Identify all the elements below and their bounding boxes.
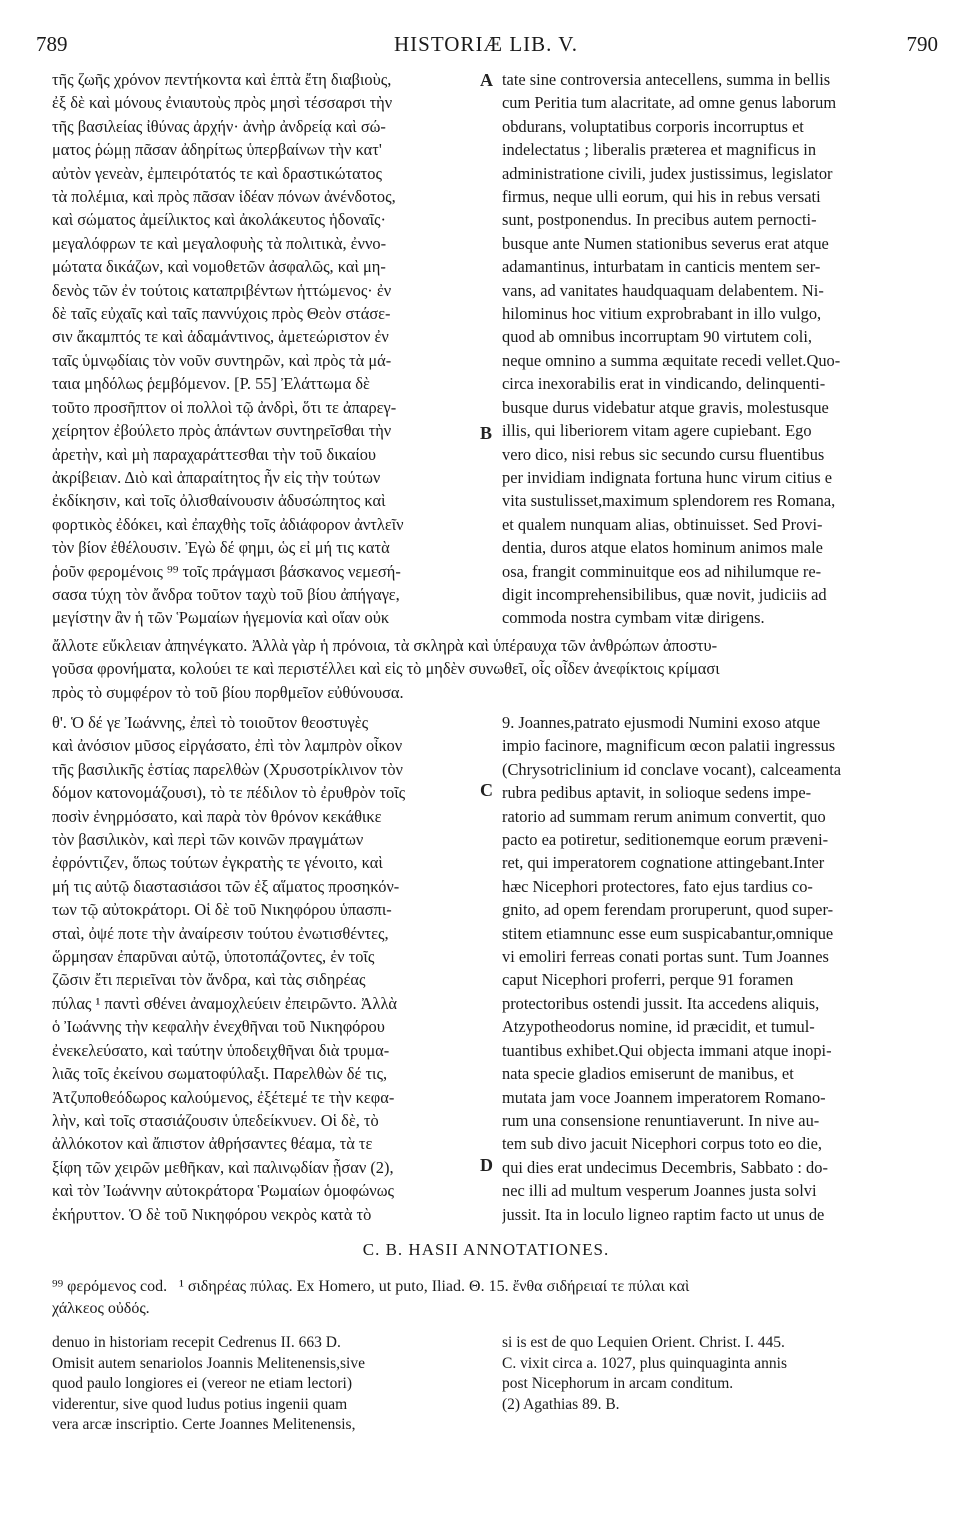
text-line: μή τις αὐτῷ διαστασιάσοι τῶν ἐξ αἵματος προσηκόν- <box>52 876 400 896</box>
text-line: ⁹⁹ φερόμενος cod. ¹ σιδηρέας πύλας. Ex Homero, ut puto, Iliad. Θ. 15. ἔνθα σιδήρειαί τε πύλαι καὶ <box>52 1278 690 1295</box>
annotations-left-column <box>52 1333 492 1436</box>
text-line: obdurans, voluptatibus corporis incorruptus et <box>502 116 804 136</box>
text-line: vi emoliri ferreas conati portas sunt. Tum Joannes <box>502 947 829 967</box>
text-line: θ'. Ὁ δέ γε Ἰωάννης, ἐπεὶ τὸ τοιοῦτον θεοστυγὲς <box>52 713 369 732</box>
text-line: rubra pedibus aptavit, in solioque sedens impe- <box>502 783 812 803</box>
text-line: τὸν βασιλικὸν, καὶ περὶ τῶν κοινῶν πραγμάτων <box>52 830 364 850</box>
text-line: γοῦσα φρονήματα, κολούει τε καὶ περιστέλλει καὶ εἰς τὸ μηδὲν συνωθεῖ, οἷς οἶδεν ἀνεφίκτοις κρίμασι <box>52 659 720 679</box>
text-line: osa, frangit comminuitque eos ad nihilumque re- <box>502 561 822 581</box>
text-line: quod paulo longiores ei (vereor ne etiam lectori) <box>52 1375 352 1392</box>
text-line: administratione civili, judex justissimus, legislator <box>502 163 833 183</box>
latin-column-top <box>502 68 938 630</box>
text-line: ποσὶν ἐνηρμόσατο, καὶ παρὰ τὸν θρόνον κεκάθικε <box>52 806 382 826</box>
annotations-right-column <box>502 1333 938 1415</box>
greek-column-section-9 <box>52 711 490 1226</box>
text-line: 9. Joannes,patrato ejusmodi Numini exoso atque <box>502 713 821 732</box>
text-line: σταὶ, ὀψέ ποτε τὴν ἀναίρεσιν τούτου ἐνωτισθέντες, <box>52 923 389 943</box>
text-line: λὴν, καὶ τοῖς στασιάζουσιν ὑπεδείκνυεν. Οἱ δὲ, τὸ <box>52 1110 379 1130</box>
text-line: busque ante Numen stationibus severus erat atque <box>502 233 829 253</box>
text-line: adamantinus, inturbatam in canticis mentem ser- <box>502 257 821 277</box>
text-line: hilominus hoc vitium exprobrabant in illo vulgo, <box>502 304 822 324</box>
text-line: τῆς βασιλικῆς ἑστίας παρελθὼν (Χρυσοτρίκλινον τὸν <box>52 759 403 779</box>
text-line: sunt, postponendus. In precibus autem pernocti- <box>502 210 817 230</box>
text-line: C. vixit circa a. 1027, plus quinquaginta annis <box>502 1354 787 1372</box>
text-line: denuo in historiam recepit Cedrenus II. 663 D. <box>52 1334 341 1351</box>
text-line: μεγίστην ἂν ἡ τῶν Ῥωμαίων ἡγεμονία καὶ οἵαν οὐκ <box>52 608 390 628</box>
text-line: χάλκεος οὐδός. <box>52 1300 150 1317</box>
text-line: τοῦτο προσῆπτον οἱ πολλοὶ τῷ ἀνδρὶ, ὅτι τε ἀπαρεγ- <box>52 397 397 417</box>
text-line: Atzypotheodorus nomine, id præcidit, et tumul- <box>502 1017 815 1037</box>
text-line: tuantibus exhibet.Qui objecta immani atque inopi- <box>502 1040 832 1060</box>
text-line: nec illi ad multum vesperum Joannes justa solvi <box>502 1181 817 1201</box>
text-line: πρὸς τὸ συμφέρον τὸ τοῦ βίου πορθμεῖον εὐθύνουσα. <box>52 682 404 702</box>
text-line: si is est de quo Lequien Orient. Christ. I. 445. <box>502 1334 785 1351</box>
running-title: HISTORIÆ LIB. V. <box>393 32 579 56</box>
text-line: ταῖς ὑμνῳδίαις τὸν νοῦν συντηρῶν, καὶ πρὸς τὰ μά- <box>52 350 392 370</box>
margin-letter-d: D <box>480 1155 493 1175</box>
text-line: ἄλλοτε εὔκλειαν ἀπηνέγκατο. Ἀλλὰ γὰρ ἡ πρόνοια, τὰ σκληρὰ καὶ ὑπέραυχα τῶν ἀνθρώπων ἀποστυ- <box>52 636 718 655</box>
text-line: caput Nicephori proferri, perque 91 foramen <box>502 970 794 990</box>
text-line: λιᾶς τοῖς ἐκείνου σωματοφύλαξι. Παρελθὼν δέ τις, <box>52 1064 388 1084</box>
text-line: (2) Agathias 89. B. <box>502 1395 620 1413</box>
text-line: ἐνεκελεύσατο, καὶ ταύτην ὑποδειχθῆναι διὰ τρυμα- <box>52 1040 390 1060</box>
text-line: tem sub divo jacuit Nicephori corpus toto eo die, <box>502 1134 823 1154</box>
text-line: ratorio ad summam rerum animum convertit, quo <box>502 806 826 826</box>
text-line: ὥρμησαν ἐπαρῦναι αὐτῷ, ὑποτοπάζοντες, ἐν τοῖς <box>52 947 375 967</box>
text-line: per invidiam indignata fortuna hunc virum citius e <box>502 467 833 487</box>
text-line: busque durus videbatur atque gravis, molestusque <box>502 397 829 417</box>
margin-letter-b: B <box>480 423 493 443</box>
text-line: ἀκρίβειαν. Διὸ καὶ ἀπαραίτητος ἦν εἰς τὴν τούτων <box>52 467 381 487</box>
text-line: ταια μηδόλως ῥεμβόμενον. [P. 55] Ἐλάττωμα δὲ <box>52 374 370 394</box>
text-line: post Nicephorum in arcam conditum. <box>502 1375 734 1392</box>
text-line: vans, ad vanitates haudquaquam delabentem. Ni- <box>502 280 824 300</box>
text-line: pacto ea potiretur, seditionemque eorum præveni- <box>502 830 829 850</box>
page-header <box>0 10 972 56</box>
text-line: ματος ῥώμῃ πᾶσαν ἀδηρίτως ὑπερβαίνων τὴν κατ' <box>52 140 382 160</box>
text-line: τῆς ζωῆς χρόνον πεντήκοντα καὶ ἑπτὰ ἔτη διαβιοὺς, <box>52 70 392 89</box>
margin-letter-c: C <box>480 780 493 800</box>
text-line: jussit. Ita in loculo ligneo raptim facto ut unus de <box>502 1204 825 1224</box>
text-line: nata specie gladios emiserunt de manibus, et <box>502 1064 794 1084</box>
text-line: vero dico, nisi rebus sic secundo cursu fluentibus <box>502 444 825 464</box>
text-line: καὶ ἀνόσιον μῦσος εἰργάσατο, ἐπὶ τὸν λαμπρὸν οἶκον <box>52 736 403 756</box>
page-number-right: 790 <box>906 32 938 56</box>
text-line: ἐξ δὲ καὶ μόνους ἐνιαυτοὺς πρὸς μησὶ τέσσαρσι τὴν <box>52 93 393 113</box>
margin-letter-a: A <box>480 70 493 90</box>
text-line: σιν ἄκαμπτός τε καὶ ἀδαμάντινος, ἀμετεώριστον ἐν <box>52 327 389 347</box>
text-line: μεγαλόφρων τε καὶ μεγαλοφυὴς τὰ πολιτικὰ, ἐννο- <box>52 233 387 253</box>
text-line: impio facinore, magnificum œcon palatii ingressus <box>502 736 836 756</box>
text-line: σασα τύχη τὸν ἄνδρα τοῦτον ταχὺ τοῦ βίου ἀπήγαγε, <box>52 584 400 604</box>
text-line: ἀρετὴν, καὶ μὴ παραχαράττεσθαι τὴν τοῦ δικαίου <box>52 444 377 464</box>
text-line: indelectatus ; liberalis præterea et magnificus in <box>502 140 817 160</box>
text-line: neque omnino a summa æquitate recedi vellet.Quo- <box>502 350 841 370</box>
text-line: καὶ σώματος ἀμείλικτος καὶ ἀκολάκευτος ἡδοναῖς· <box>52 210 386 230</box>
text-line: δενὸς τῶν ἐν τούτοις καταπριβέντων ἡττώμενος· ἐν <box>52 280 392 300</box>
text-line: ἐκδίκησιν, καὶ τοῖς ὀλισθαίνουσιν ἀδυσώπητος καὶ <box>52 491 386 511</box>
text-line: (Chrysotriclinium id conclave vocant), calceamenta <box>502 759 842 779</box>
text-line: vera arcæ inscriptio. Certe Joannes Melitenensis, <box>52 1416 356 1433</box>
text-line: circa inexorabilis erat in vindicando, delinquenti- <box>502 374 826 394</box>
text-line: πύλας ¹ παντὶ σθένει ἀναμοχλεύειν ἐπειρῶντο. Ἀλλὰ <box>52 993 397 1013</box>
text-line: δόμον κατονομάζουσι), τὸ τε πέδιλον τὸ ἐρυθρὸν τοῖς <box>52 783 406 803</box>
text-line: illis, qui liberiorem vitam agere cupiebant. Ego <box>502 421 812 441</box>
text-line: tate sine controversia antecellens, summa in bellis <box>502 70 831 89</box>
page-number-left: 789 <box>36 32 68 56</box>
text-line: ὁ Ἰωάννης τὴν κεφαλὴν ἐνεχθῆναι τοῦ Νικηφόρου <box>52 1017 385 1037</box>
text-line: Ἀτζυποθεόδωρος καλούμενος, ἐξέτεμέ τε τὴν κεφα- <box>52 1087 395 1107</box>
text-line: et qualem nunquam alias, obtinuisset. Sed Provi- <box>502 514 823 534</box>
latin-column-section-9 <box>502 711 938 1226</box>
text-line: rum una consensione renuntiaverunt. In nive au- <box>502 1110 820 1130</box>
text-line: dentia, duros atque elatos hominum animos male <box>502 538 823 558</box>
text-line: καὶ τὸν Ἰωάννην αὐτοκράτορα Ῥωμαίων ὁμοφώνως <box>52 1181 394 1201</box>
text-line: φορτικὸς ἐδόκει, καὶ ἐπαχθὴς τοῖς ἀδιάφορον ἀντλεῖν <box>52 514 404 534</box>
text-line: ῥοῦν φερομένοις ⁹⁹ τοῖς πράγμασι βάσκανος νεμεσή- <box>52 561 401 581</box>
text-line: digit incomprehensibilibus, quæ novit, judiciis ad <box>502 584 827 604</box>
text-line: viderentur, sive quod ludus potius ingenii quam <box>52 1395 348 1413</box>
text-line: ξίφη τῶν χειρῶν μεθῆκαν, καὶ παλινῳδίαν ᾖσαν (2), <box>52 1157 394 1177</box>
text-line: Omisit autem senariolos Joannis Melitenensis,sive <box>52 1354 365 1372</box>
text-line: τὰ πολέμια, καὶ πρὸς πᾶσαν ἰδέαν πόνων ἀνένδοτος, <box>52 187 396 207</box>
text-line: commoda nostra cymbam vitæ dirigens. <box>502 608 765 628</box>
text-line: ἐφρόντιζεν, ὅπως τούτων ἐγκρατὴς τε γένοιτο, καὶ <box>52 853 383 873</box>
text-line: protectoribus ostendi jussit. Ita accedens aliquis, <box>502 993 820 1013</box>
text-line: hæc Nicephori protectores, fato ejus tardius co- <box>502 876 813 896</box>
text-line: gnito, ad opem ferendam proruperunt, quod super- <box>502 900 834 920</box>
text-line: τὸν βίον ἐθέλουσιν. Ἐγὼ δέ φημι, ὡς εἰ μή τις κατὰ <box>52 538 390 558</box>
greek-column-top <box>52 68 493 630</box>
text-line: ἀλλόκοτον καὶ ἄπιστον ἀθρήσαντες θέαμα, τὰ τε <box>52 1134 373 1154</box>
text-line: τῆς βασιλείας ἰθύνας ἀρχήν· ἀνὴρ ἀνδρείᾳ καὶ σώ- <box>52 116 386 136</box>
annotations-heading: C. B. HASII ANNOTATIONES. <box>362 1240 610 1259</box>
text-line: αὐτὸν γενεὰν, ἐμπειρότατός τε καὶ δραστικώτατος <box>52 163 382 183</box>
text-line: των τῷ αὐτοκράτορι. Οἱ δὲ τοῦ Νικηφόρου ὑπασπι- <box>52 900 392 920</box>
text-line: quod ab omnibus incorruptam 90 virtutem coli, <box>502 327 813 347</box>
text-line: firmus, neque ulli eorum, qui his in rebus versati <box>502 187 821 207</box>
text-line: ζῶσιν ἔτι περιεῖναι τὸν ἄνδρα, καὶ τὰς σιδηρέας <box>52 970 366 990</box>
text-line: qui dies erat undecimus Decembris, Sabbato : do- <box>502 1157 828 1177</box>
footnotes <box>52 1276 942 1320</box>
text-line: cum Peritia tum alacritate, ad omne genus laborum <box>502 93 837 113</box>
text-line: ret, qui imperatorem cognatione attingebant.Inter <box>502 853 825 873</box>
text-line: χείρητον ἐβούλετο πρὸς ἁπάντων συντηρεῖσθαι τὴν <box>52 421 392 441</box>
text-line: vita sustulisset,maximum splendorem res Romana, <box>502 491 836 511</box>
text-line: δὲ ταῖς εὐχαῖς καὶ ταῖς παννύχοις πρὸς Θεὸν στάσε- <box>52 304 391 324</box>
text-line: μώτατα δικάζων, καὶ νομοθετῶν ἀσφαλῶς, καὶ μη- <box>52 257 386 277</box>
text-line: ἐκήρυττον. Ὁ δὲ τοῦ Νικηφόρου νεκρὸς κατὰ τὸ <box>52 1204 372 1224</box>
text-line: stitem etiamnunc esse eum suspicabantur,omnique <box>502 923 834 943</box>
greek-full-width-text <box>52 634 942 704</box>
text-line: mutata jam voce Joannem imperatorem Romano- <box>502 1087 826 1107</box>
